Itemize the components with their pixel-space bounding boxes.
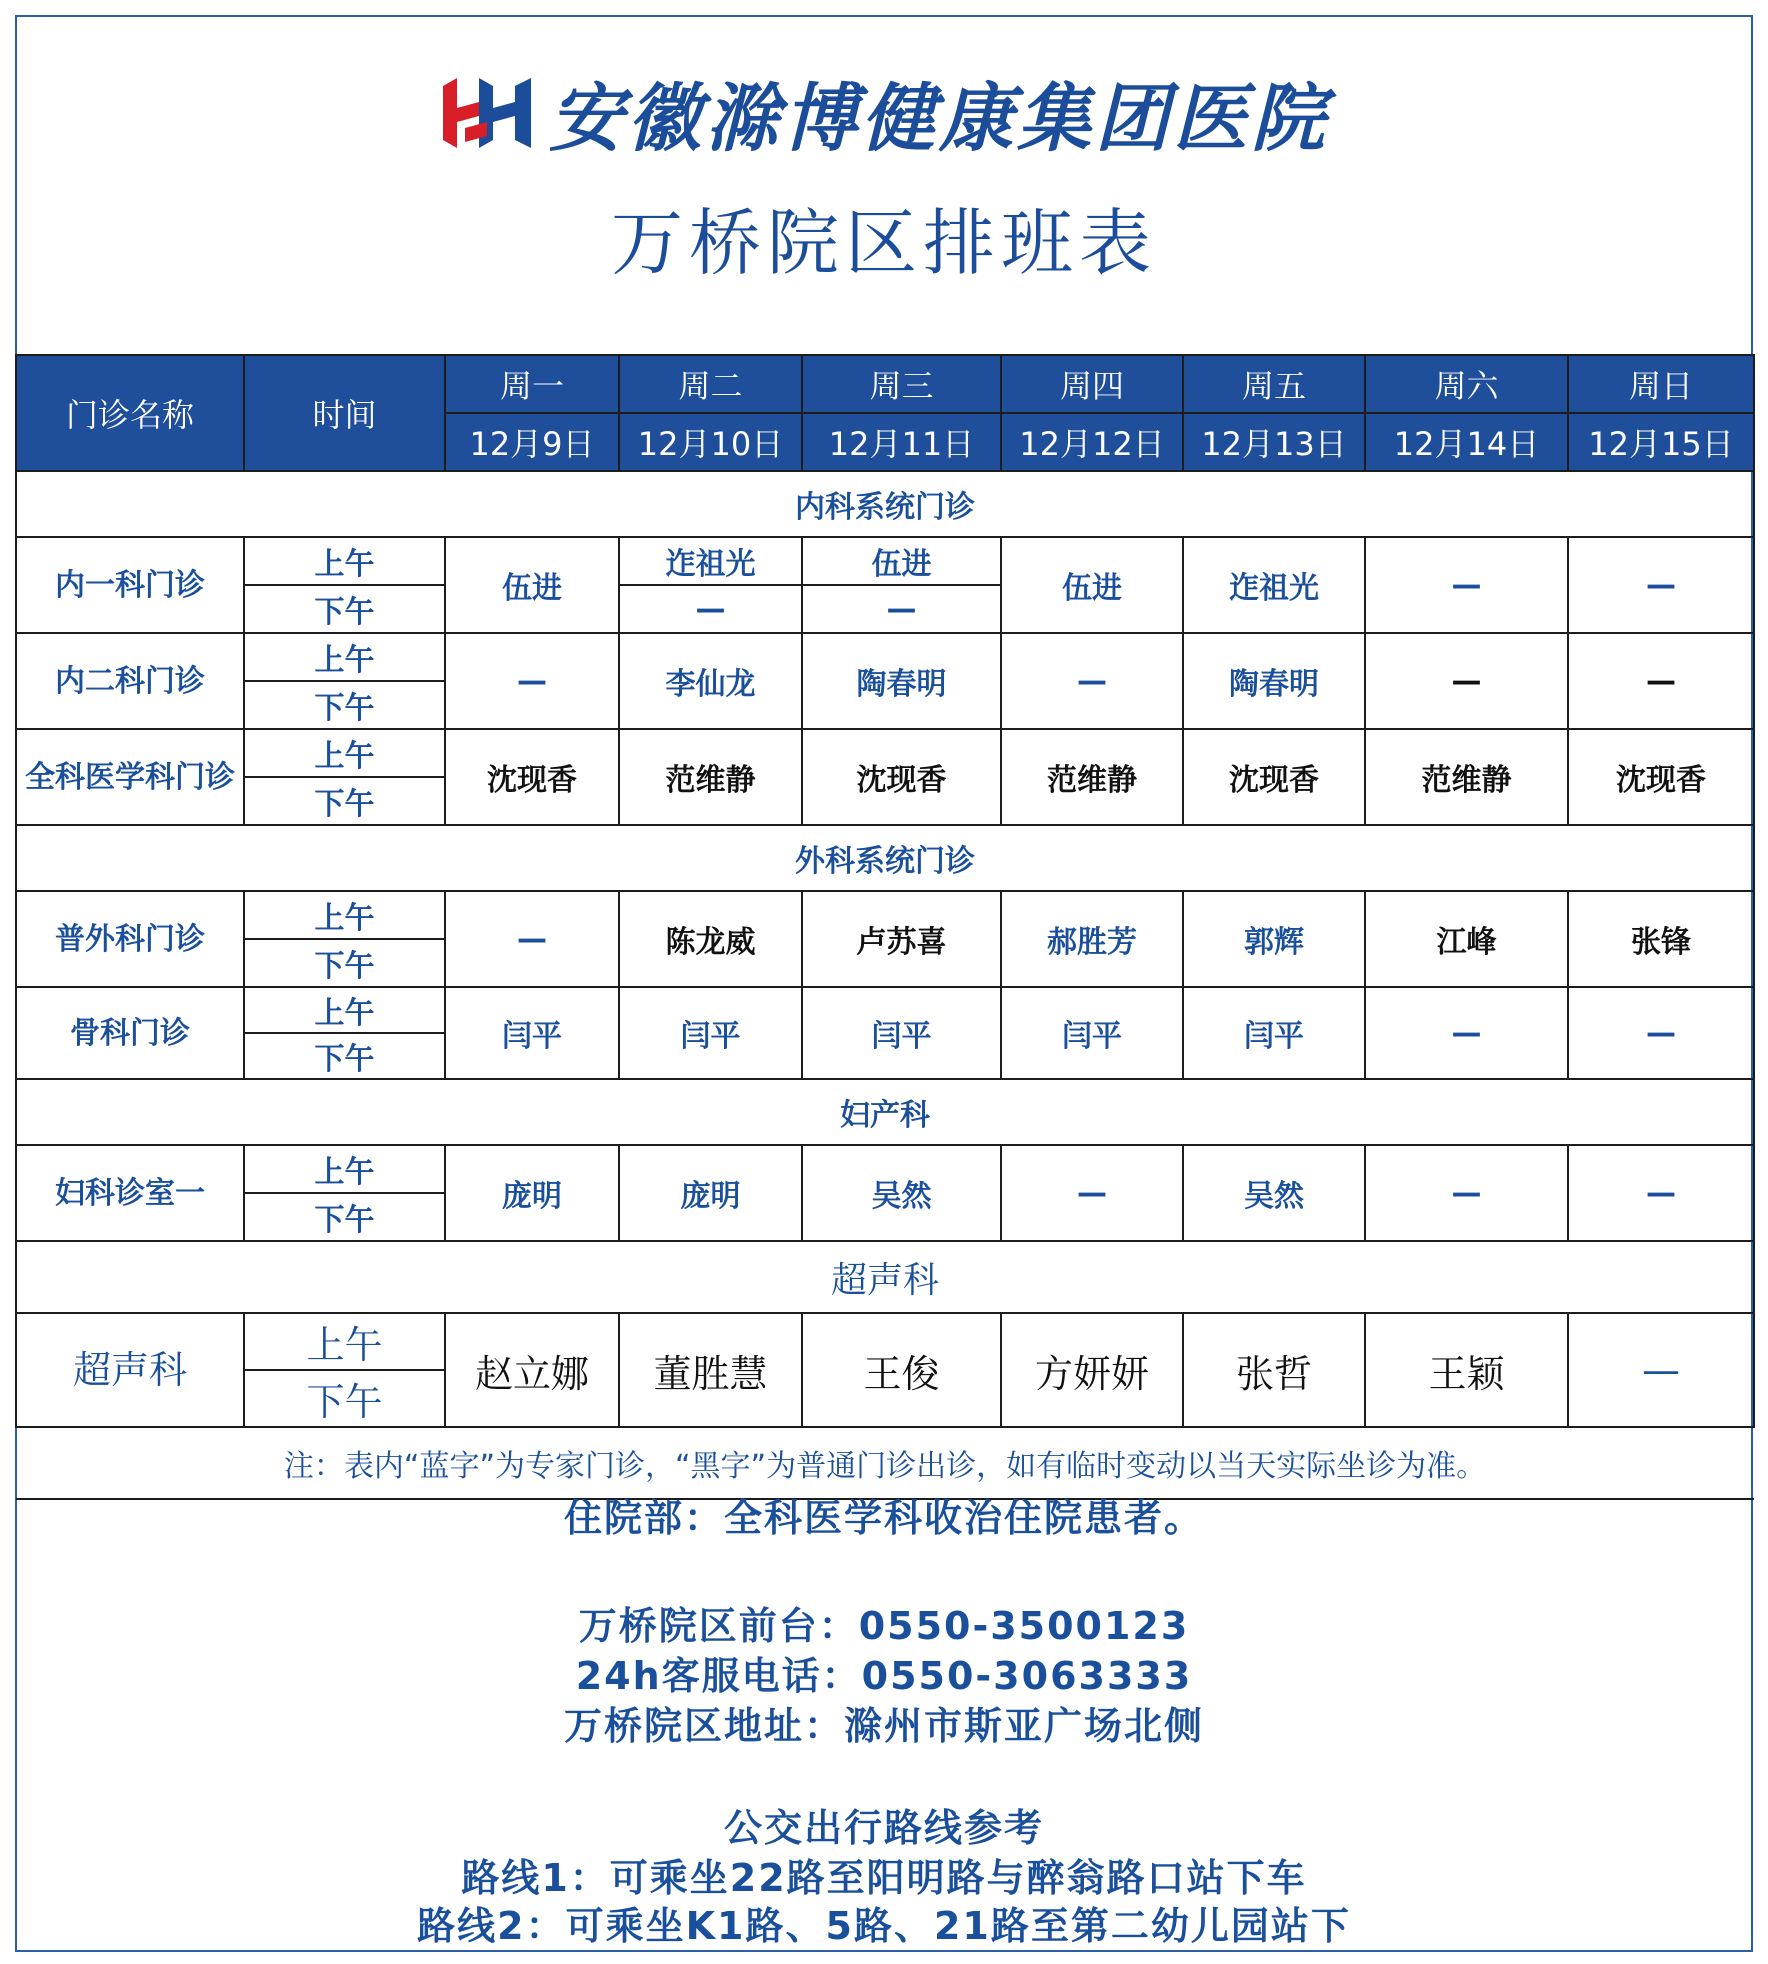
time-slot-pm: 下午 (244, 1033, 445, 1079)
time-slot-am: 上午 (244, 1313, 445, 1370)
schedule-cell: 赵立娜 (445, 1313, 619, 1427)
time-slot-pm: 下午 (244, 585, 445, 633)
schedule-cell: 迮祖光 (1183, 537, 1365, 633)
time-slot-am: 上午 (244, 729, 445, 777)
schedule-cell: 王颖 (1365, 1313, 1568, 1427)
bus-route-2: 路线2：可乘坐K1路、5路、21路至第二幼儿园站下 (417, 1904, 1351, 1948)
schedule-cell: 范维静 (1001, 729, 1183, 825)
col-header-date: 12月13日 (1183, 413, 1365, 471)
schedule-cell: — (802, 585, 1001, 633)
schedule-cell: 陶春明 (802, 633, 1001, 729)
col-header-day: 周三 (802, 355, 1001, 413)
col-header-date: 12月15日 (1568, 413, 1754, 471)
col-header-day: 周四 (1001, 355, 1183, 413)
schedule-cell: 张哲 (1183, 1313, 1365, 1427)
schedule-cell: — (1365, 987, 1568, 1079)
section-row-surgical (16, 825, 1754, 891)
col-header-date: 12月10日 (619, 413, 802, 471)
dept-name: 骨科门诊 (16, 987, 244, 1079)
col-header-date: 12月12日 (1001, 413, 1183, 471)
schedule-cell: — (1001, 633, 1183, 729)
schedule-cell: — (1568, 537, 1754, 633)
schedule-cell: — (1568, 1145, 1754, 1241)
table-row (16, 633, 1754, 681)
time-slot-am: 上午 (244, 537, 445, 585)
inpatient-info: 住院部：全科医学科收治住院患者。 (563, 1496, 1204, 1540)
section-title: 外科系统门诊 (16, 825, 1754, 891)
section-row-obgyn (16, 1079, 1754, 1145)
schedule-cell: 王俊 (802, 1313, 1001, 1427)
schedule-cell: 吴然 (1183, 1145, 1365, 1241)
dept-name: 普外科门诊 (16, 891, 244, 987)
time-slot-pm: 下午 (244, 939, 445, 987)
col-header-day: 周六 (1365, 355, 1568, 413)
table-row (16, 1145, 1754, 1193)
page-title: 万桥院区排班表 (610, 201, 1157, 285)
schedule-cell: 沈现香 (445, 729, 619, 825)
hospital-name: 安徽滁博健康集团医院 (549, 76, 1329, 162)
schedule-cell: 陶春明 (1183, 633, 1365, 729)
schedule-cell: 范维静 (1365, 729, 1568, 825)
dept-name: 妇科诊室一 (16, 1145, 244, 1241)
time-slot-pm: 下午 (244, 777, 445, 825)
schedule-cell: 董胜慧 (619, 1313, 802, 1427)
time-slot-am: 上午 (244, 1145, 445, 1193)
section-row-ultrasound (16, 1241, 1754, 1313)
schedule-cell: — (445, 633, 619, 729)
schedule-cell: 卢苏喜 (802, 891, 1001, 987)
time-slot-am: 上午 (244, 633, 445, 681)
col-header-date: 12月14日 (1365, 413, 1568, 471)
time-slot-pm: 下午 (244, 681, 445, 729)
table-row (16, 891, 1754, 939)
schedule-cell: 闫平 (1001, 987, 1183, 1079)
dept-name: 全科医学科门诊 (16, 729, 244, 825)
dept-name: 超声科 (16, 1313, 244, 1427)
col-header-date: 12月9日 (445, 413, 619, 471)
col-header-date: 12月11日 (802, 413, 1001, 471)
schedule-cell: 闫平 (445, 987, 619, 1079)
schedule-cell: 郭辉 (1183, 891, 1365, 987)
schedule-cell: — (619, 585, 802, 633)
schedule-cell: — (1365, 1145, 1568, 1241)
col-header-day: 周五 (1183, 355, 1365, 413)
table-row (16, 987, 1754, 1033)
time-slot-pm: 下午 (244, 1193, 445, 1241)
col-header-time: 时间 (244, 355, 445, 471)
col-header-day: 周一 (445, 355, 619, 413)
schedule-cell: — (445, 891, 619, 987)
schedule-cell: 闫平 (802, 987, 1001, 1079)
schedule-cell: — (1568, 1313, 1754, 1427)
schedule-cell: 闫平 (1183, 987, 1365, 1079)
logo-row (15, 63, 1753, 163)
schedule-cell: 郝胜芳 (1001, 891, 1183, 987)
col-header-dept: 门诊名称 (16, 355, 244, 471)
schedule-cell: 庞明 (619, 1145, 802, 1241)
section-title: 超声科 (16, 1241, 1754, 1313)
dept-name: 内二科门诊 (16, 633, 244, 729)
schedule-cell: — (1568, 633, 1754, 729)
hotline-phone: 24h客服电话：0550-3063333 (575, 1654, 1193, 1698)
col-header-day: 周日 (1568, 355, 1754, 413)
schedule-cell: 伍进 (1001, 537, 1183, 633)
address: 万桥院区地址：滁州市斯亚广场北侧 (563, 1704, 1204, 1748)
schedule-cell: 迮祖光 (619, 537, 802, 585)
schedule-cell: 方妍妍 (1001, 1313, 1183, 1427)
schedule-cell: — (1001, 1145, 1183, 1241)
dept-name: 内一科门诊 (16, 537, 244, 633)
section-row-internal (16, 471, 1754, 537)
schedule-cell: 陈龙威 (619, 891, 802, 987)
schedule-cell: — (1568, 987, 1754, 1079)
schedule-cell: 李仙龙 (619, 633, 802, 729)
schedule-cell: 伍进 (445, 537, 619, 633)
table-row (16, 1313, 1754, 1370)
table-row (16, 537, 1754, 585)
hospital-logo-icon (439, 72, 535, 154)
time-slot-am: 上午 (244, 891, 445, 939)
schedule-cell: 范维静 (619, 729, 802, 825)
bus-route-1: 路线1：可乘坐22路至阳明路与醉翁路口站下车 (461, 1856, 1307, 1900)
schedule-table (15, 354, 1755, 1500)
schedule-cell: 张锋 (1568, 891, 1754, 987)
table-row (16, 729, 1754, 777)
col-header-day: 周二 (619, 355, 802, 413)
schedule-cell: 沈现香 (1568, 729, 1754, 825)
header-row-days (16, 355, 1754, 413)
schedule-cell: 庞明 (445, 1145, 619, 1241)
schedule-cell: 吴然 (802, 1145, 1001, 1241)
schedule-cell: 沈现香 (1183, 729, 1365, 825)
schedule-cell: — (1365, 537, 1568, 633)
page-header (15, 15, 1753, 355)
schedule-cell: 沈现香 (802, 729, 1001, 825)
section-title: 妇产科 (16, 1079, 1754, 1145)
bus-route-title: 公交出行路线参考 (723, 1806, 1044, 1850)
schedule-cell: 闫平 (619, 987, 802, 1079)
schedule-cell: 伍进 (802, 537, 1001, 585)
time-slot-am: 上午 (244, 987, 445, 1033)
section-title: 内科系统门诊 (16, 471, 1754, 537)
schedule-cell: — (1365, 633, 1568, 729)
schedule-note: 注：表内“蓝字”为专家门诊，“黑字”为普通门诊出诊，如有临时变动以当天实际坐诊为准。 (16, 1427, 1754, 1499)
time-slot-pm: 下午 (244, 1370, 445, 1427)
schedule-cell: 江峰 (1365, 891, 1568, 987)
front-desk-phone: 万桥院区前台：0550-3500123 (578, 1604, 1190, 1648)
